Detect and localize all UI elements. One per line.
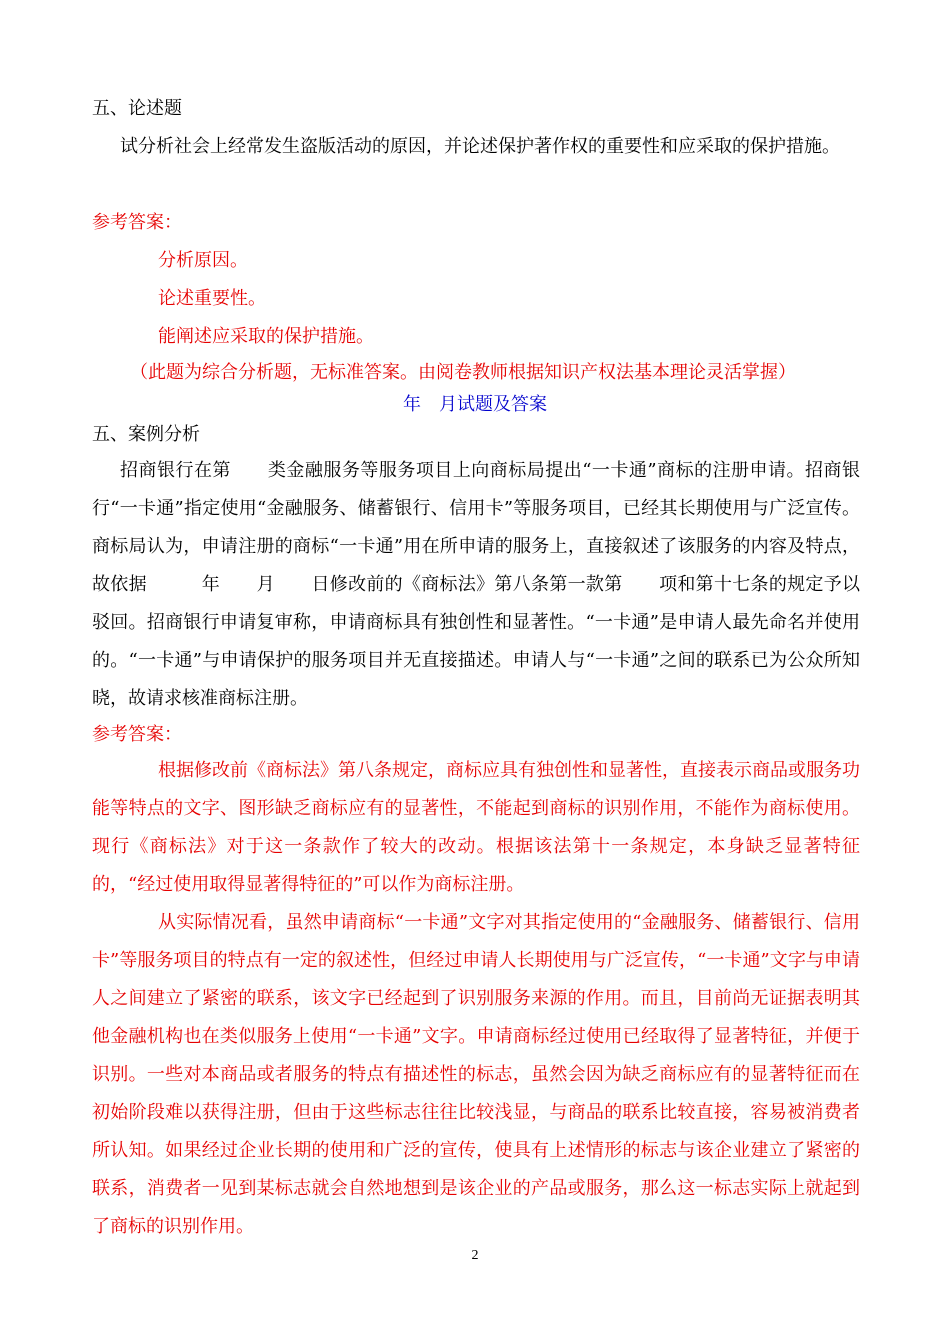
essay-answer-label: 参考答案： xyxy=(92,212,182,233)
essay-answer-item-1: 分析原因。 xyxy=(158,250,248,271)
essay-question: 试分析社会上经常发生盗版活动的原因，并论述保护著作权的重要性和应采取的保护措施。 xyxy=(120,136,840,157)
exam-title: 年 月试题及答案 xyxy=(403,394,547,415)
essay-answer-item-2: 论述重要性。 xyxy=(158,288,266,309)
case-answer-paragraph-1: 根据修改前《商标法》第八条规定，商标应具有独创性和显著性，直接表示商品或服务功能等特点的文字、图形缺乏商标应有的显著性，不能起到商标的识别作用，不能作为商标使用。现行《商标法》对于这一条款作了较大的改动。根据该法第十一条规定，本身缺乏显著特征的，“经过使用取得显著得特征的”可以作为商标注册。 xyxy=(92,760,860,895)
essay-answer-note: （此题为综合分析题，无标准答案。由阅卷教师根据知识产权法基本理论灵活掌握） xyxy=(130,362,796,383)
case-section-heading: 五、案例分析 xyxy=(92,424,200,445)
essay-section-heading: 五、论述题 xyxy=(92,98,182,119)
case-answer-paragraph-2: 从实际情况看，虽然申请商标“一卡通”文字对其指定使用的“金融服务、储蓄银行、信用卡”等服务项目的特点有一定的叙述性，但经过申请人长期使用与广泛宣传，“一卡通”文字与申请人之间建立了紧密的联系，该文字已经起到了识别服务来源的作用。而且，目前尚无证据表明其他金融机构也在类似服务上使用“一卡通”文字。申请商标经过使用已经取得了显著特征，并便于识别。一些对本商品或者服务的特点有描述性的标志，虽然会因为缺乏商标应有的显著特征而在初始阶段难以获得注册，但由于这些标志往往比较浅显，与商品的联系比较直接，容易被消费者所认知。如果经过企业长期的使用和广泛的宣传，使具有上述情形的标志与该企业建立了紧密的联系，消费者一见到某标志就会自然地想到是该企业的产品或服务，那么这一标志实际上就起到了商标的识别作用。 xyxy=(92,912,860,1237)
page-number: 2 xyxy=(471,1248,479,1263)
case-description: 招商银行在第 类金融服务等服务项目上向商标局提出“一卡通”商标的注册申请。招商银行“一卡通”指定使用“金融服务、储蓄银行、信用卡”等服务项目，已经其长期使用与广泛宣传。商标局认为，申请注册的商标“一卡通”用在所申请的服务上，直接叙述了该服务的内容及特点，故依据 年 月 日修改前的《商标法》第八条第一款第 项和第十七条的规定予以驳回。招商银行申请复审称，申请商标具有独创性和显著性。“一卡通”是申请人最先命名并使用的。“一卡通”与申请保护的服务项目并无直接描述。申请人与“一卡通”之间的联系已为公众所知晓，故请求核准商标注册。 xyxy=(92,460,860,709)
essay-answer-item-3: 能阐述应采取的保护措施。 xyxy=(158,326,374,347)
case-answer-label: 参考答案： xyxy=(92,724,182,745)
